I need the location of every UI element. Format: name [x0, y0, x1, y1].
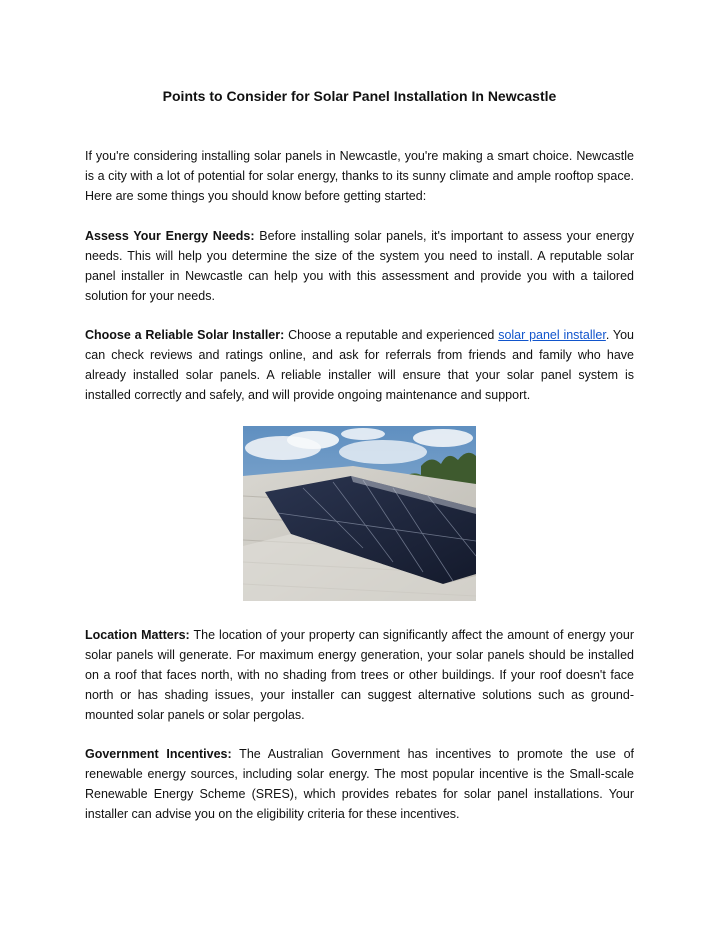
- solar-panels-roof-photo: [243, 426, 476, 601]
- section-incentives: [85, 744, 634, 824]
- section-energy-needs: [85, 226, 634, 306]
- section-location: [85, 625, 634, 725]
- section-text: . You can check reviews and ratings online, and ask for referrals from friends and family who have already installed solar panels. A reliable installer will ensure that your solar panel system is installed correctly and safely, and will provide ongoing maintenance and support.: [85, 328, 634, 402]
- section-heading: Location Matters:: [85, 628, 190, 642]
- solar-panel-installer-link[interactable]: solar panel installer: [498, 328, 606, 342]
- section-heading: Government Incentives:: [85, 747, 232, 761]
- page-title: Points to Consider for Solar Panel Installation In Newcastle: [162, 88, 557, 104]
- intro-paragraph: If you're considering installing solar panels in Newcastle, you're making a smart choice. Newcastle is a city with a lot of potential for solar energy, thanks to its sunny climate and ample rooftop space. Here are some things you should know before getting started:: [85, 149, 634, 203]
- section-text: The location of your property can significantly affect the amount of energy your solar panels will generate. For maximum energy generation, your solar panels should be installed on a roof that faces north, with no shading from trees or other buildings. If your roof doesn't face north or has shading issues, your installer can suggest alternative solutions such as ground-mounted solar panels or solar pergolas.: [85, 628, 634, 722]
- section-text: The Australian Government has incentives to promote the use of renewable energy sources, including solar energy. The most popular incentive is the Small-scale Renewable Energy Scheme (SRES), which provides rebates for solar panel installations. Your installer can advise you on the eligibility criteria for these incentives.: [85, 747, 634, 821]
- section-heading: Assess Your Energy Needs:: [85, 229, 255, 243]
- section-text: Before installing solar panels, it's important to assess your energy needs. This will help you determine the size of the system you need to install. A reputable solar panel installer in Newcastle can help you with this assessment and provide you with a tailored solution for your needs.: [85, 229, 634, 303]
- section-heading: Choose a Reliable Solar Installer:: [85, 328, 285, 342]
- section-reliable-installer: [85, 325, 634, 405]
- photo-graphic: [243, 426, 476, 601]
- section-text: Choose a reputable and experienced: [284, 328, 499, 342]
